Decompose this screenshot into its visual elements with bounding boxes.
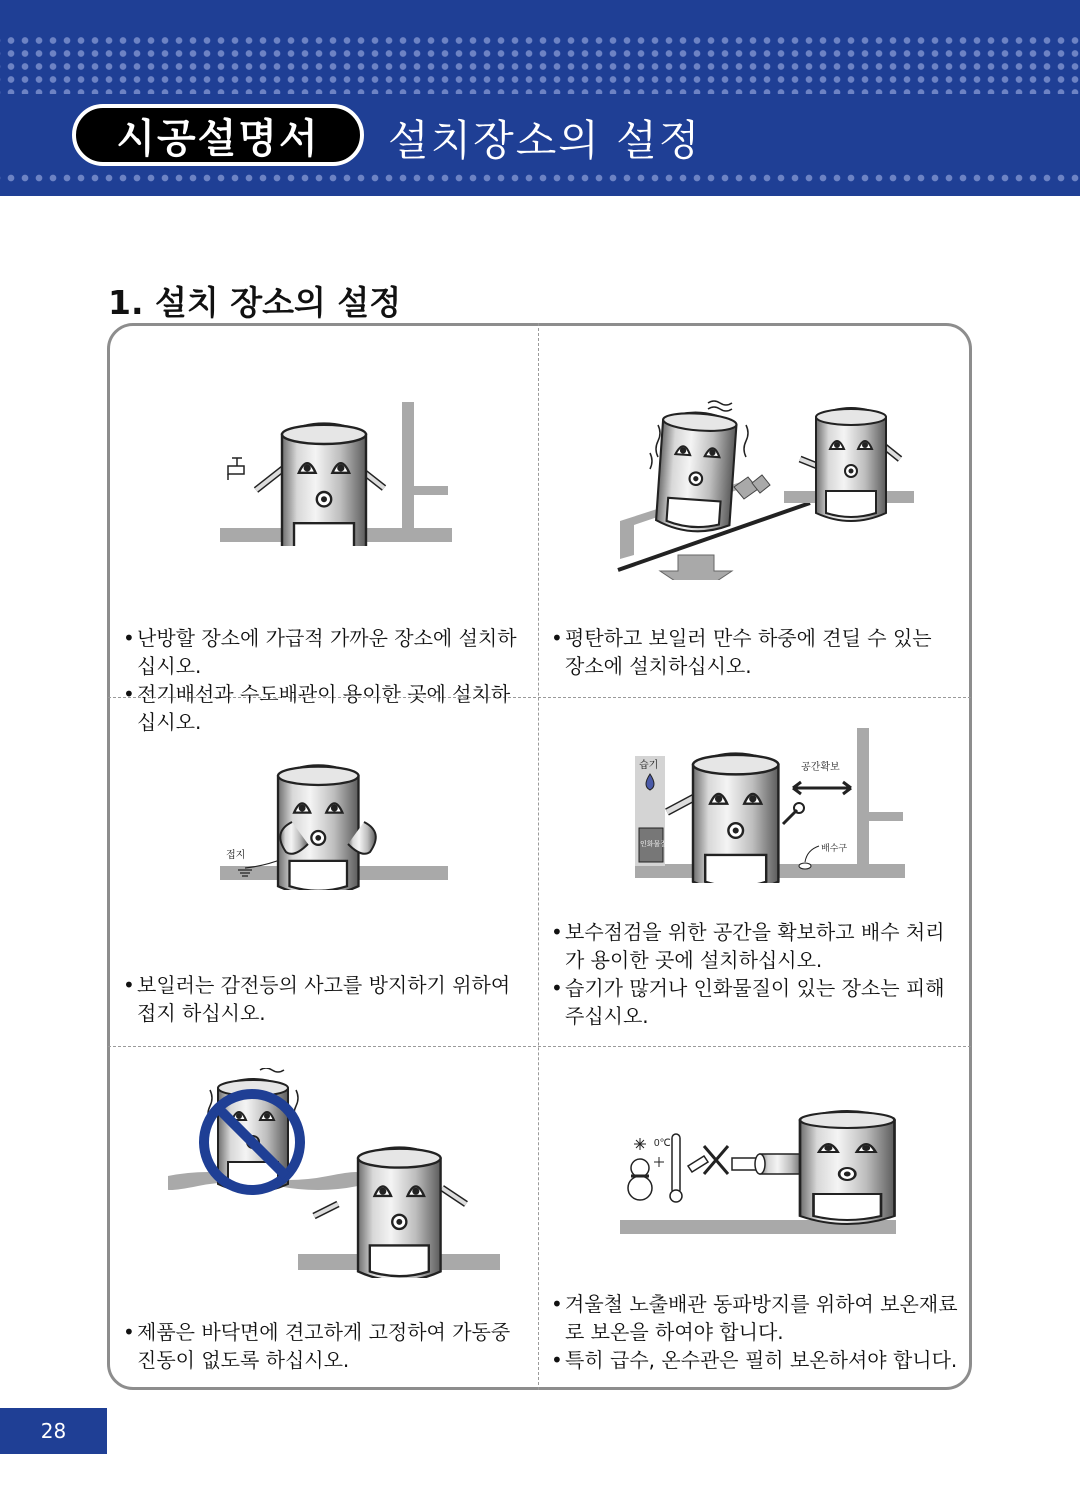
flammable-label: 인화물질 — [640, 841, 668, 848]
section-label: 시공설명서 — [72, 104, 364, 166]
header-dot-pattern-bottom — [0, 170, 1080, 186]
illustration-no-vibration — [168, 1068, 508, 1278]
bullet: • 보수점검을 위한 공간을 확보하고 배수 처리가 용이한 곳에 설치하십시오. — [551, 918, 961, 974]
bullet: • 습기가 많거나 인화물질이 있는 장소는 피해 주십시오. — [551, 974, 961, 1030]
faucet-icon — [228, 458, 244, 480]
header-dot-pattern — [0, 34, 1080, 94]
section-title: 설치장소의 설정 — [388, 116, 702, 165]
bullet: • 평탄하고 보일러 만수 하중에 견딜 수 있는 장소에 설치하십시오. — [551, 624, 951, 680]
bullet: • 난방할 장소에 가급적 가까운 장소에 설치하십시오. — [123, 624, 523, 680]
bullet: • 겨울철 노출배관 동파방지를 위하여 보온재료로 보온을 하여야 합니다. — [551, 1290, 971, 1346]
caption-cell-1 — [123, 624, 523, 736]
page-heading: 1. 설치 장소의 설정 — [108, 283, 402, 322]
bullet: • 전기배선과 수도배관이 용이한 곳에 설치하십시오. — [123, 680, 523, 736]
illustration-maintenance-space — [633, 728, 908, 883]
drain-label: 배수구 — [821, 843, 848, 853]
header-banner — [0, 0, 1080, 196]
illustration-near-heating — [220, 400, 455, 546]
page-number: 28 — [0, 1408, 107, 1454]
cross-icon — [704, 1146, 728, 1174]
thermometer-icon — [670, 1134, 682, 1202]
panel-divider-vertical — [538, 323, 539, 1390]
bullet: • 보일러는 감전등의 사고를 방지하기 위하여 접지 하십시오. — [123, 971, 523, 1027]
snowman-icon — [628, 1159, 652, 1200]
ground-label: 접지 — [226, 850, 246, 861]
caption-cell-3 — [123, 971, 523, 1027]
illustration-freeze-protection — [618, 1104, 898, 1239]
space-label: 공간확보 — [801, 762, 840, 773]
caption-cell-6 — [551, 1290, 971, 1374]
caption-cell-4 — [551, 918, 961, 1030]
humidity-label: 습기 — [639, 760, 659, 771]
bullet: • 특히 급수, 온수관은 필히 보온하셔야 합니다. — [551, 1346, 971, 1374]
caption-cell-2 — [551, 624, 951, 680]
panel-divider-row2 — [108, 1046, 971, 1047]
illustration-flat-floor — [610, 395, 920, 580]
bullet: • 제품은 바닥면에 견고하게 고정하여 가동중 진동이 없도록 하십시오. — [123, 1318, 523, 1374]
temp-label: 0℃ — [654, 1138, 671, 1149]
caption-cell-5 — [123, 1318, 523, 1374]
illustration-grounding — [218, 760, 453, 890]
